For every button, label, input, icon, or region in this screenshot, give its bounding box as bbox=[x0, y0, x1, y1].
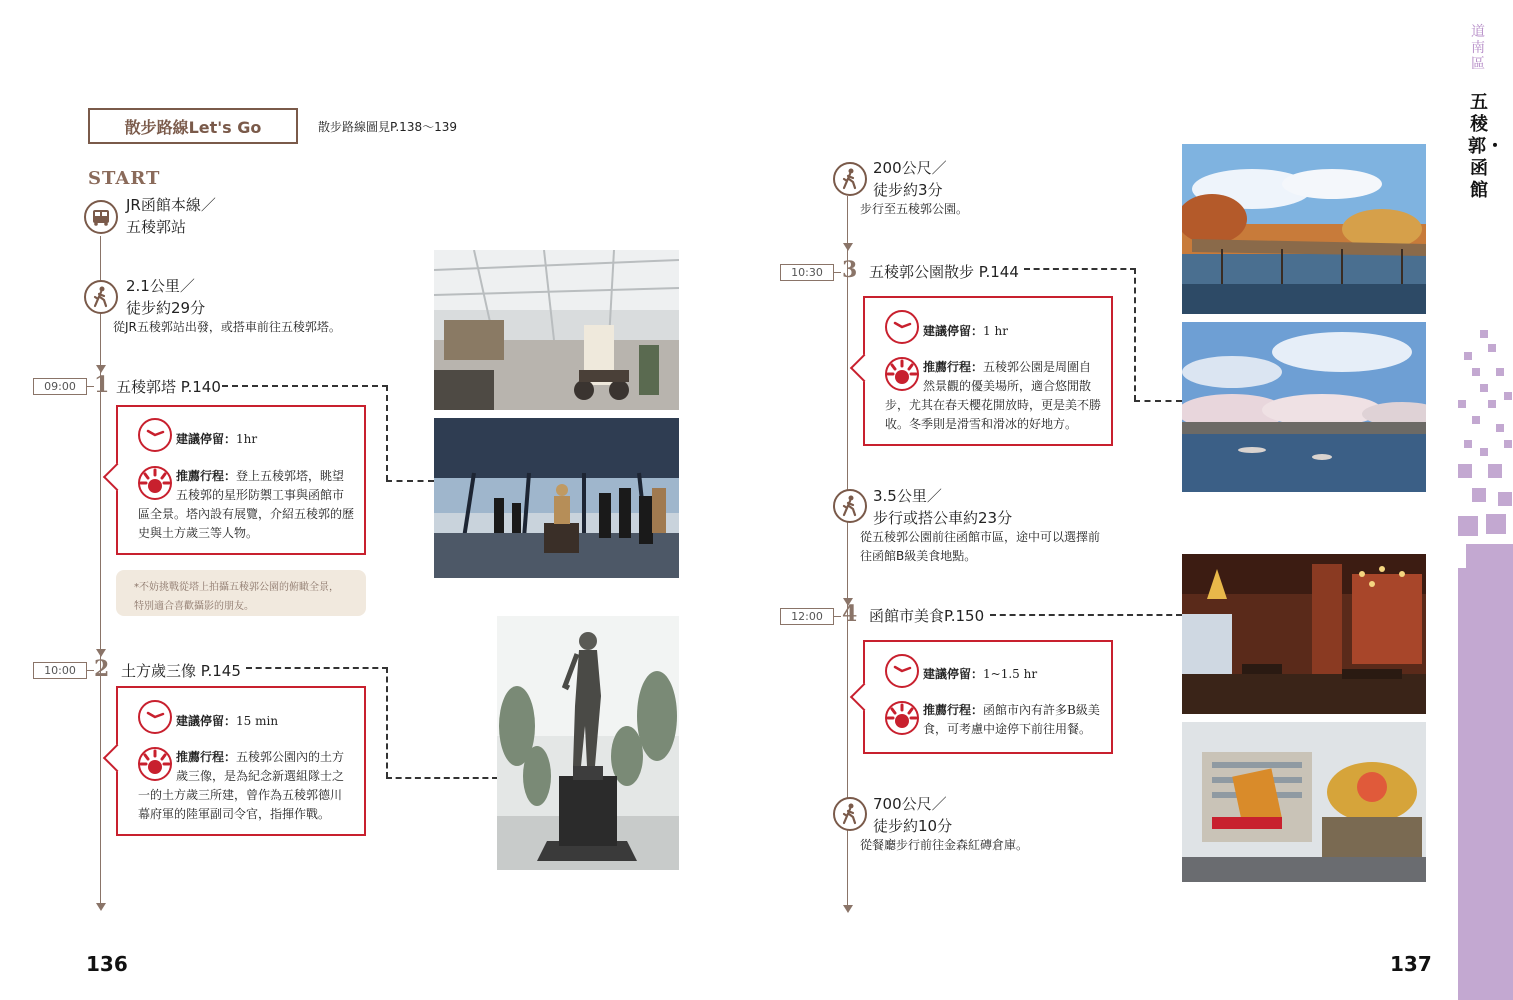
timeline-left bbox=[100, 236, 101, 904]
stop4-time: 12:00 bbox=[780, 608, 834, 625]
stop1-box-notch bbox=[103, 463, 131, 491]
tower-hall-photo bbox=[434, 250, 679, 410]
stop4-recommendation: 推薦行程：函館市內有許多B級美 bbox=[923, 703, 1100, 717]
walk1-line1: 2.1公里／ bbox=[126, 277, 195, 295]
restaurant-interior-photo bbox=[1182, 554, 1426, 714]
stop3-rec-line3: 步，尤其在春天櫻花開放時，更是美不勝 bbox=[885, 398, 1102, 412]
hijikata-statue-photo bbox=[497, 616, 679, 870]
stop2-sun-icon bbox=[137, 746, 173, 782]
stop2-rec-line4: 幕府軍的陸軍副司令官，指揮作戰。 bbox=[138, 807, 331, 821]
region-label: 道南區 bbox=[1471, 24, 1485, 72]
walk3-desc2: 往函館B級美食地點。 bbox=[860, 549, 977, 563]
stop1-time: 09:00 bbox=[33, 378, 87, 395]
stop2-title: 土方歲三像 P.145 bbox=[121, 662, 241, 680]
walking-icon bbox=[833, 162, 867, 196]
area-label: 五稜郭・函館 bbox=[1468, 92, 1504, 201]
stop1-rec-line2: 五稜郭的星形防禦工事與函館市 bbox=[176, 488, 345, 502]
stop2-rec-line2: 歲三像，是為紀念新選組隊士之 bbox=[176, 769, 345, 783]
stop2-box-notch bbox=[103, 744, 131, 772]
stop2-clock-icon bbox=[138, 700, 172, 734]
stop2-number: 2 bbox=[94, 656, 110, 682]
pixel-pattern bbox=[1458, 330, 1513, 570]
stop4-number: 4 bbox=[842, 601, 858, 627]
stop1-stay: 建議停留：1hr bbox=[176, 432, 258, 446]
stop1-dash-h2 bbox=[386, 480, 434, 482]
stop3-rec-line2: 然景觀的優美場所，適合悠閒散 bbox=[923, 379, 1092, 393]
stop3-title: 五稜郭公園散步 P.144 bbox=[869, 263, 1019, 281]
stop4-sun-icon bbox=[884, 700, 920, 736]
stop1-number: 1 bbox=[94, 372, 110, 398]
stop4-stay: 建議停留：1~1.5 hr bbox=[923, 667, 1038, 681]
stop2-recommendation: 推薦行程：五稜郭公園內的土方 bbox=[176, 750, 345, 764]
stop1-title: 五稜郭塔 P.140 bbox=[116, 378, 221, 396]
timeline-right-arrow bbox=[843, 905, 853, 913]
hakodate-street-photo bbox=[1182, 722, 1426, 882]
stop3-dash-v bbox=[1134, 268, 1136, 401]
stop3-box-notch bbox=[850, 354, 878, 382]
route-title: 散步路線Let's Go bbox=[124, 117, 262, 137]
stop2-connector bbox=[86, 670, 94, 671]
page-number-right: 137 bbox=[1390, 952, 1432, 976]
start-station-line1: JR函館本線／ bbox=[126, 196, 216, 214]
walking-icon bbox=[833, 797, 867, 831]
stop3-time: 10:30 bbox=[780, 264, 834, 281]
stop4-connector bbox=[833, 616, 841, 617]
start-label: START bbox=[88, 168, 161, 189]
walking-icon bbox=[84, 280, 118, 314]
walk1-line2: 徒步約29分 bbox=[126, 299, 206, 317]
stop3-sun-icon bbox=[884, 356, 920, 392]
stop2-dash-v bbox=[386, 667, 388, 778]
walk2-arrow bbox=[843, 243, 853, 251]
stop1-recommendation: 推薦行程：登上五稜郭塔，眺望 bbox=[176, 469, 345, 483]
stop2-dash-h1 bbox=[246, 667, 388, 669]
stop4-dash-h bbox=[990, 614, 1182, 616]
stop3-dash-h2 bbox=[1134, 400, 1182, 402]
timeline-left-arrow bbox=[96, 903, 106, 911]
train-icon bbox=[84, 200, 118, 234]
walk2-line2: 徒步約3分 bbox=[873, 181, 943, 199]
stop2-time: 10:00 bbox=[33, 662, 87, 679]
start-station-line2: 五稜郭站 bbox=[126, 218, 187, 236]
stop1-sun-icon bbox=[137, 465, 173, 501]
walk3-line2: 步行或搭公車約23分 bbox=[873, 509, 1013, 527]
route-title-box bbox=[88, 108, 298, 144]
stop4-box-notch bbox=[850, 683, 878, 711]
tower-observatory-photo bbox=[434, 418, 679, 578]
walk3-desc1: 從五稜郭公園前往函館市區，途中可以選擇前 bbox=[860, 530, 1101, 544]
stop3-dash-h1 bbox=[1024, 268, 1136, 270]
side-tab-band bbox=[1458, 568, 1513, 1000]
stop3-clock-icon bbox=[885, 310, 919, 344]
stop3-connector bbox=[833, 272, 841, 273]
stop1-rec-line4: 史與土方歲三等人物。 bbox=[138, 526, 259, 540]
stop1-clock-icon bbox=[138, 418, 172, 452]
stop1-rec-line3: 區全景。塔內設有展覽，介紹五稜郭的歷 bbox=[138, 507, 355, 521]
stop2-stay: 建議停留：15 min bbox=[176, 714, 279, 728]
stop3-number: 3 bbox=[842, 257, 858, 283]
goryokaku-bridge-photo bbox=[1182, 144, 1426, 314]
walking-icon bbox=[833, 489, 867, 523]
cherry-blossom-moat-photo bbox=[1182, 322, 1426, 492]
walk3-line1: 3.5公里／ bbox=[873, 487, 942, 505]
stop3-recommendation: 推薦行程：五稜郭公園是周圍自 bbox=[923, 360, 1092, 374]
stop4-rec-line2: 食，可考慮中途停下前往用餐。 bbox=[923, 722, 1092, 736]
tip-line1: *不妨挑戰從塔上拍攝五稜郭公園的俯瞰全景， bbox=[134, 582, 339, 593]
walk1-desc: 從JR五稜郭站出發，或搭車前往五稜郭塔。 bbox=[113, 320, 341, 334]
stop3-stay: 建議停留：1 hr bbox=[923, 324, 1008, 338]
tip-line2: 特別適合喜歡攝影的朋友。 bbox=[134, 601, 254, 612]
page-number-left: 136 bbox=[86, 952, 128, 976]
stop1-dash-h1 bbox=[222, 385, 388, 387]
route-map-ref: 散步路線圖見P.138〜139 bbox=[318, 120, 457, 134]
stop4-clock-icon bbox=[885, 654, 919, 688]
walk2-line1: 200公尺／ bbox=[873, 159, 947, 177]
walk4-line2: 徒步約10分 bbox=[873, 817, 953, 835]
stop2-rec-line3: 一的土方歲三所建，曾作為五稜郭德川 bbox=[138, 788, 343, 802]
stop1-connector bbox=[86, 386, 94, 387]
walk2-desc: 步行至五稜郭公園。 bbox=[860, 202, 969, 216]
walk4-line1: 700公尺／ bbox=[873, 795, 947, 813]
stop2-dash-h2 bbox=[386, 777, 498, 779]
stop4-title: 函館市美食P.150 bbox=[869, 607, 985, 625]
walk4-desc: 從餐廳步行前往金森紅磚倉庫。 bbox=[860, 838, 1029, 852]
stop1-dash-v bbox=[386, 385, 388, 481]
stop3-rec-line4: 收。冬季則是滑雪和滑冰的好地方。 bbox=[885, 417, 1078, 431]
